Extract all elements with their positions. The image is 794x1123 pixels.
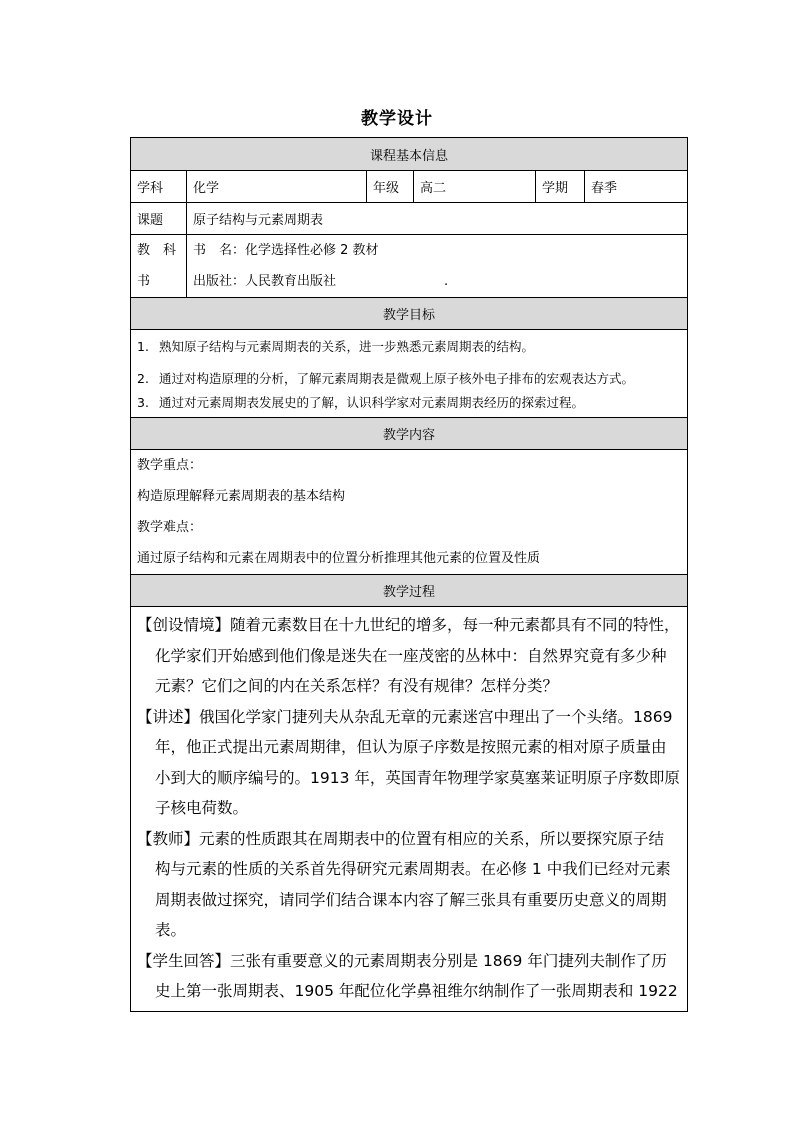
paragraph-line: 周期表做过探究，请同学们结合课本内容了解三张具有重要历史意义的周期 — [155, 890, 667, 909]
paragraph-line: 小到大的顺序编号的。1913 年，英国青年物理学家莫塞莱证明原子序数即原 — [155, 768, 680, 787]
paragraph-tag: 【学生回答】 — [137, 951, 231, 970]
grade-label: 年级 — [366, 171, 413, 202]
goal-item — [131, 332, 687, 361]
topic-value: 原子结构与元素周期表 — [186, 203, 687, 234]
basic-info-header — [131, 138, 687, 170]
paragraph-line: 构与元素的性质的关系首先得研究元素周期表。在必修 1 中我们已经对元素 — [155, 860, 671, 878]
paragraph-line: 表。 — [155, 921, 187, 939]
textbook-label-line-2: 书 — [137, 274, 151, 289]
textbook-info — [186, 235, 687, 297]
basic-info-header-text: 课程基本信息 — [369, 148, 448, 164]
paragraph-first-line: 【教师】元素的性质跟其在周期表中的位置有相应的关系，所以要探究原子结 — [137, 829, 665, 848]
paragraph-line: 化学家们开始感到他们像是迷失在一座茂密的丛林中：自然界究竟有多少种 — [155, 646, 667, 665]
goal-number: 2. — [137, 370, 149, 386]
grade-value: 高二 — [413, 171, 535, 202]
book-name: 书 名：化学选择性必修 2 教材 — [193, 243, 379, 258]
goal-number: 1. — [137, 338, 149, 354]
publisher: 出版社：人民教育出版社 — [193, 274, 337, 289]
goals-header-text: 教学目标 — [382, 308, 435, 323]
paragraph-line: 史上第一张周期表、1905 年配位化学鼻祖维尔纳制作了一张周期表和 1922 — [155, 982, 678, 1000]
paragraph-tag: 【创设情境】 — [137, 616, 231, 634]
publisher-line — [193, 266, 448, 297]
goal-text: 通过对元素周期表发展史的了解，认识科学家对元素周期表经历的探索过程。 — [159, 394, 585, 410]
paragraph-tag: 【讲述】 — [137, 707, 200, 726]
paragraph-line: 元素？它们之间的内在关系怎样？有没有规律？怎样分类？ — [155, 677, 559, 695]
process-header — [131, 574, 687, 606]
content-text — [131, 450, 687, 574]
paragraph-line: 子核电荷数。 — [155, 799, 249, 817]
term-label: 学期 — [535, 171, 584, 202]
process-paragraph — [139, 702, 679, 824]
difficult-point-text: 通过原子结构和元素在周期表中的位置分析推理其他元素的位置及性质 — [137, 551, 541, 566]
goal-item — [131, 390, 687, 416]
paragraph-tag: 【教师】 — [137, 829, 200, 848]
topic-label: 课题 — [137, 213, 164, 228]
paragraph-first-line: 【学生回答】三张有重要意义的元素周期表分别是 1869 年门捷列夫制作了历 — [137, 951, 667, 970]
goals-header — [131, 297, 687, 329]
goals-list — [131, 329, 687, 417]
goal-text: 通过对构造原理的分析，了解元素周期表是微观上原子核外电子排布的宏观表达方式。 — [159, 370, 635, 386]
textbook-label — [131, 235, 186, 297]
process-paragraph — [139, 824, 679, 946]
document-title: 教学设计 — [361, 109, 433, 129]
goal-number: 3. — [137, 394, 149, 410]
paragraph-first-line: 【创设情境】随着元素数目在十九世纪的增多，每一种元素都具有不同的特性， — [137, 616, 680, 634]
goal-text: 熟知原子结构与元素周期表的关系，进一步熟悉元素周期表的结构。 — [159, 338, 535, 354]
subject-row — [131, 170, 687, 202]
process-paragraph — [139, 946, 679, 1007]
subject-label: 学科 — [137, 181, 164, 196]
textbook-row — [131, 234, 687, 297]
key-point-text: 构造原理解释元素周期表的基本结构 — [137, 489, 346, 504]
goal-item — [131, 361, 687, 390]
process-header-text: 教学过程 — [382, 585, 435, 600]
content-header-text: 教学内容 — [382, 428, 435, 443]
topic-row — [131, 202, 687, 234]
publisher-dot: . — [444, 274, 449, 289]
textbook-label-line-1: 教 科 — [137, 243, 177, 258]
subject-value: 化学 — [186, 171, 366, 202]
lesson-plan-table — [130, 137, 688, 1012]
process-text — [131, 607, 687, 1007]
term-value: 春季 — [584, 171, 687, 202]
key-point-label: 教学重点： — [137, 458, 203, 473]
process-body — [131, 606, 687, 1011]
difficult-point-label: 教学难点： — [137, 520, 203, 535]
process-paragraph — [139, 610, 679, 702]
content-header — [131, 417, 687, 449]
content-body — [131, 449, 687, 574]
paragraph-first-line: 【讲述】俄国化学家门捷列夫从杂乱无章的元素迷宫中理出了一个头绪。1869 — [137, 707, 673, 726]
paragraph-line: 年，他正式提出元素周期律，但认为原子序数是按照元素的相对原子质量由 — [155, 738, 667, 756]
